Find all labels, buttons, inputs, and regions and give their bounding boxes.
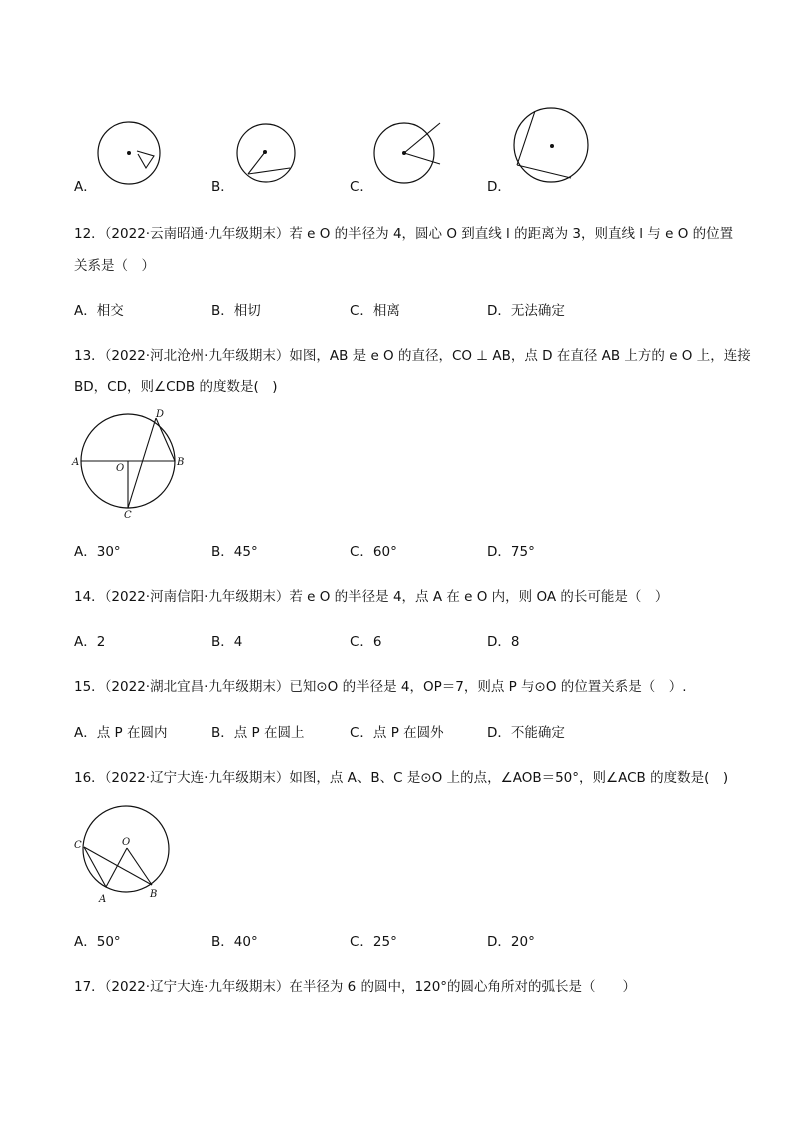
- q16-option-b[interactable]: B．40°: [211, 934, 258, 950]
- q13-option-b[interactable]: B．45°: [211, 544, 258, 560]
- q12-stem-line2: 关系是（ ）: [74, 258, 155, 274]
- q16-option-a[interactable]: A．50°: [74, 934, 121, 950]
- q14-option-a[interactable]: A．2: [74, 634, 106, 650]
- q13-label-d: D: [156, 409, 165, 420]
- q16-label-o: O: [122, 837, 131, 848]
- q11-option-b[interactable]: B．: [211, 179, 234, 195]
- q12-option-c[interactable]: C．相离: [350, 303, 400, 319]
- q13-label-c: C: [124, 510, 132, 520]
- q12-stem-line1: 12．（2022·云南昭通·九年级期末）若 e O 的半径为 4，圆心 O 到直线 l 的距离为 3，则直线 l 与 e O 的位置: [74, 226, 734, 242]
- q14-option-b[interactable]: B．4: [211, 634, 243, 650]
- q16-circle-diagram: [70, 805, 174, 911]
- q15-option-d[interactable]: D．不能确定: [487, 725, 565, 741]
- q16-label-b: B: [150, 889, 158, 900]
- q16-stem-line1: 16．（2022·辽宁大连·九年级期末）如图，点 A、B、C 是⊙O 上的点，∠AOB＝50°，则∠ACB 的度数是( ): [74, 770, 729, 786]
- q13-option-d[interactable]: D．75°: [487, 544, 535, 560]
- q11-option-c[interactable]: C．: [350, 179, 373, 195]
- q16-option-c[interactable]: C．25°: [350, 934, 397, 950]
- q11-figure-a: [96, 120, 166, 194]
- q11-option-a[interactable]: A．: [74, 179, 97, 195]
- q13-label-o: O: [116, 463, 125, 474]
- q13-option-c[interactable]: C．60°: [350, 544, 397, 560]
- q13-label-a: A: [72, 457, 80, 468]
- q15-option-c[interactable]: C．点 P 在圆外: [350, 725, 444, 741]
- q16-label-c: C: [74, 840, 82, 851]
- q12-option-d[interactable]: D．无法确定: [487, 303, 565, 319]
- q13-stem-line2: BD，CD，则∠CDB 的度数是( ): [74, 379, 278, 395]
- q11-figure-d: [512, 106, 592, 190]
- q13-option-a[interactable]: A．30°: [74, 544, 121, 560]
- q12-option-a[interactable]: A．相交: [74, 303, 124, 319]
- q13-label-b: B: [177, 457, 185, 468]
- q11-option-d[interactable]: D．: [487, 179, 511, 195]
- q14-stem-line1: 14．（2022·河南信阳·九年级期末）若 e O 的半径是 4，点 A 在 e O 内，则 OA 的长可能是（ ）: [74, 589, 669, 605]
- q16-option-d[interactable]: D．20°: [487, 934, 535, 950]
- q16-label-a: A: [99, 894, 107, 905]
- q15-option-a[interactable]: A．点 P 在圆内: [74, 725, 168, 741]
- q15-option-b[interactable]: B．点 P 在圆上: [211, 725, 305, 741]
- q13-stem-line1: 13．（2022·河北沧州·九年级期末）如图，AB 是 e O 的直径，CO ⊥ AB，点 D 在直径 AB 上方的 e O 上，连接: [74, 348, 751, 364]
- q11-figure-b: [234, 122, 300, 192]
- q11-figure-c: [372, 120, 444, 194]
- q15-stem-line1: 15．（2022·湖北宜昌·九年级期末）已知⊙O 的半径是 4，OP＝7，则点 P 与⊙O 的位置关系是（ ）.: [74, 679, 687, 695]
- q12-option-b[interactable]: B．相切: [211, 303, 261, 319]
- q17-stem-line1: 17．（2022·辽宁大连·九年级期末）在半径为 6 的圆中，120°的圆心角所对的弧长是（ ）: [74, 979, 637, 995]
- q14-option-c[interactable]: C．6: [350, 634, 382, 650]
- q14-option-d[interactable]: D．8: [487, 634, 520, 650]
- q13-circle-diagram: [70, 408, 190, 524]
